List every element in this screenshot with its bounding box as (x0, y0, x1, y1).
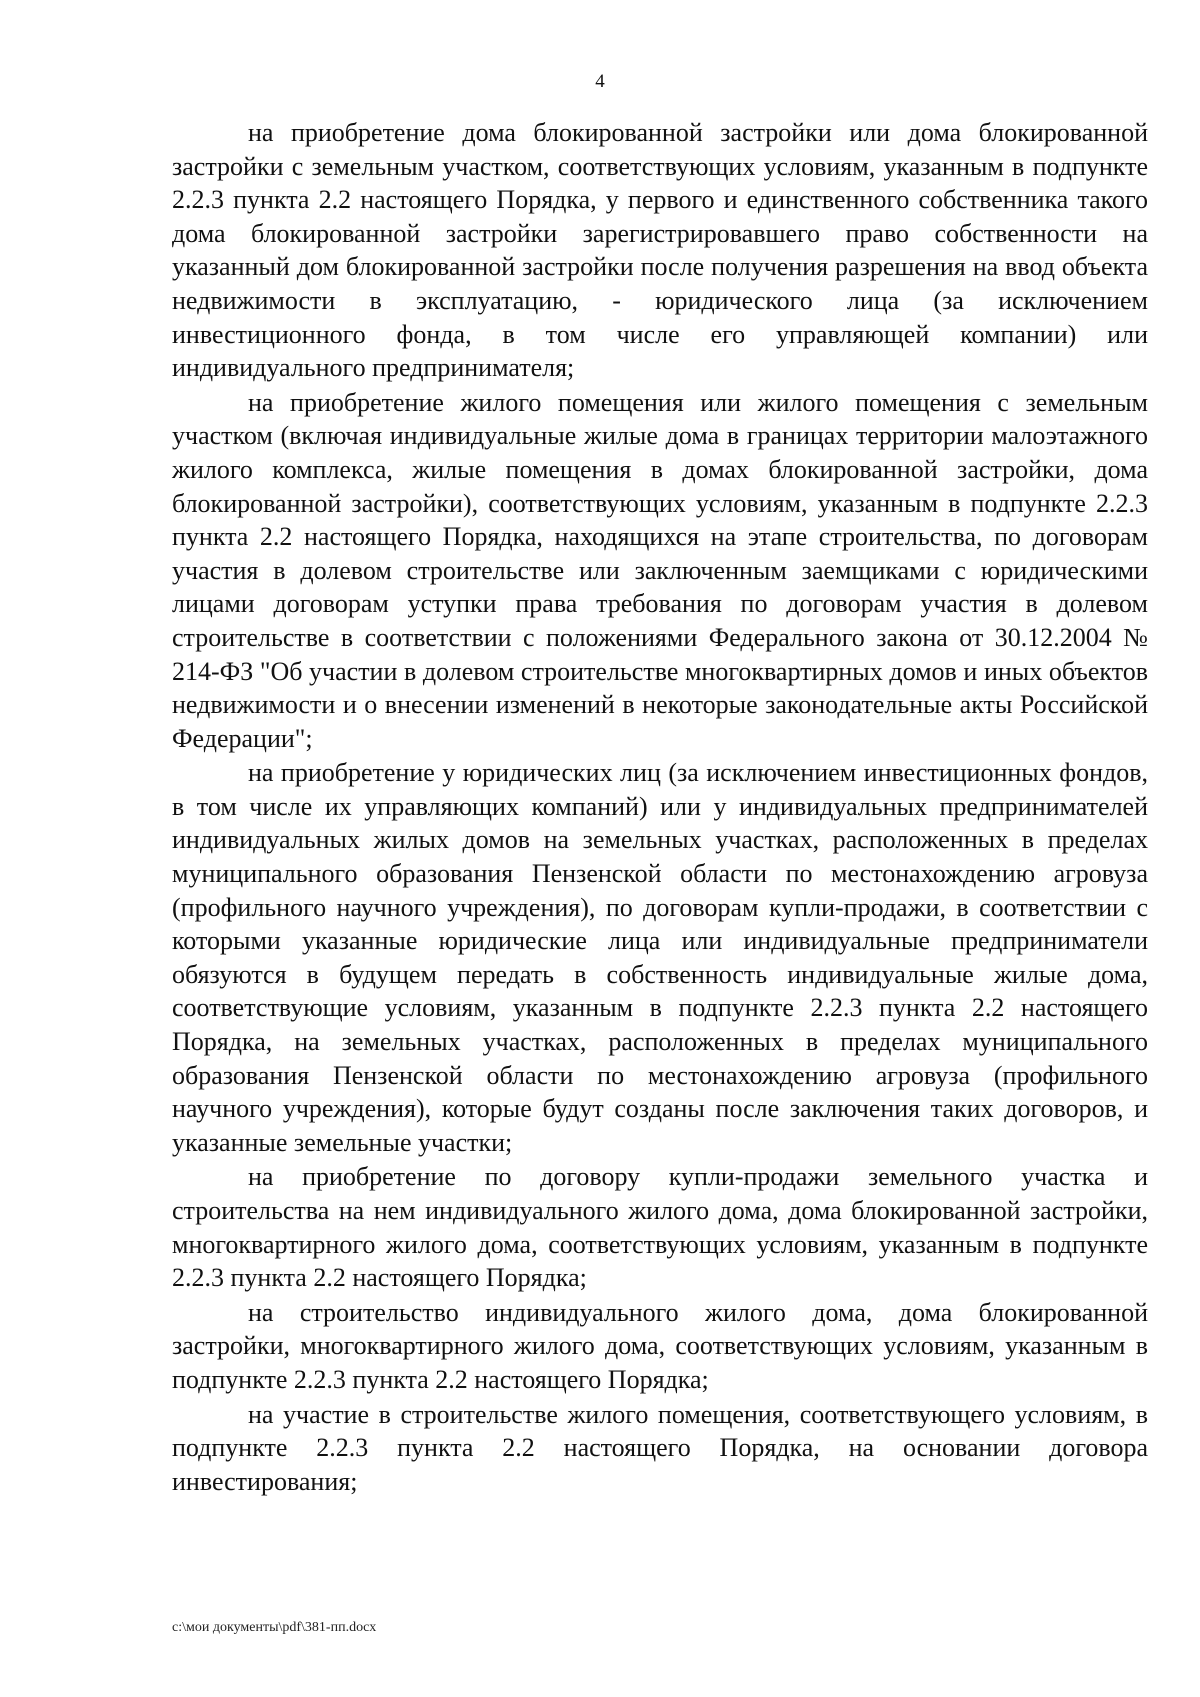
paragraph-individual-houses-purchase: на приобретение у юридических лиц (за исключением инвестиционных фондов, в том числе их управляющих компаний) или у индивидуальных предпринимателей индивидуальных жилых домов на земельных участках, расположенных в пределах муниципального образования Пензенской области по местонахождению агровуза (профильного научного учреждения), по договорам купли-продажи, в соответствии с которыми указанные юридические лица или индивидуальные предприниматели обязуются в будущем передать в собственность индивидуальные жилые дома, соответствующие условиям, указанным в подпункте 2.2.3 пункта 2.2 настоящего Порядка, на земельных участках, расположенных в пределах муниципального образования Пензенской области по местонахождению агровуза (профильного научного учреждения), которые будут созданы после заключения таких договоров, и указанные земельные участки; (172, 758, 1148, 1157)
page-number: 4 (595, 71, 605, 92)
paragraph-land-purchase-construction: на приобретение по договору купли-продажи земельного участка и строительства на нем индивидуального жилого дома, дома блокированной застройки, многоквартирного жилого дома, соответствующих условиям, указанным в подпункте 2.2.3 пункта 2.2 настоящего Порядка; (172, 1162, 1148, 1293)
document-body (172, 116, 1148, 1498)
paragraph-blocked-house-purchase: на приобретение дома блокированной застройки или дома блокированной застройки с земельным участком, соответствующих условиям, указанным в подпункте 2.2.3 пункта 2.2 настоящего Порядка, у первого и единственного собственника такого дома блокированной застройки зарегистрировавшего право собственности на указанный дом блокированной застройки после получения разрешения на ввод объекта недвижимости в эксплуатацию, - юридического лица (за исключением инвестиционного фонда, в том числе его управляющей компании) или индивидуального предпринимателя; (172, 118, 1148, 383)
footer-file-path: c:\мои документы\pdf\381-пп.docx (172, 1620, 377, 1635)
paragraph-house-construction: на строительство индивидуального жилого дома, дома блокированной застройки, многоквартирного жилого дома, соответствующих условиям, указанным в подпункте 2.2.3 пункта 2.2 настоящего Порядка; (172, 1297, 1148, 1394)
paragraph-shared-construction: на приобретение жилого помещения или жилого помещения с земельным участком (включая индивидуальные жилые дома в границах территории малоэтажного жилого комплекса, жилые помещения в домах блокированной застройки, дома блокированной застройки), соответствующих условиям, указанным в подпункте 2.2.3 пункта 2.2 настоящего Порядка, находящихся на этапе строительства, по договорам участия в долевом строительстве или заключенным заемщиками с юридическими лицами договорам уступки права требования по договорам участия в долевом строительстве в соответствии с положениями Федерального закона от 30.12.2004 № 214-ФЗ "Об участии в долевом строительстве многоквартирных домов и иных объектов недвижимости и о внесении изменений в некоторые законодательные акты Российской Федерации"; (172, 387, 1148, 753)
paragraph-investment-contract: на участие в строительстве жилого помещения, соответствующего условиям, в подпункте 2.2.3 пункта 2.2 настоящего Порядка, на основании договора инвестирования; (172, 1399, 1148, 1496)
